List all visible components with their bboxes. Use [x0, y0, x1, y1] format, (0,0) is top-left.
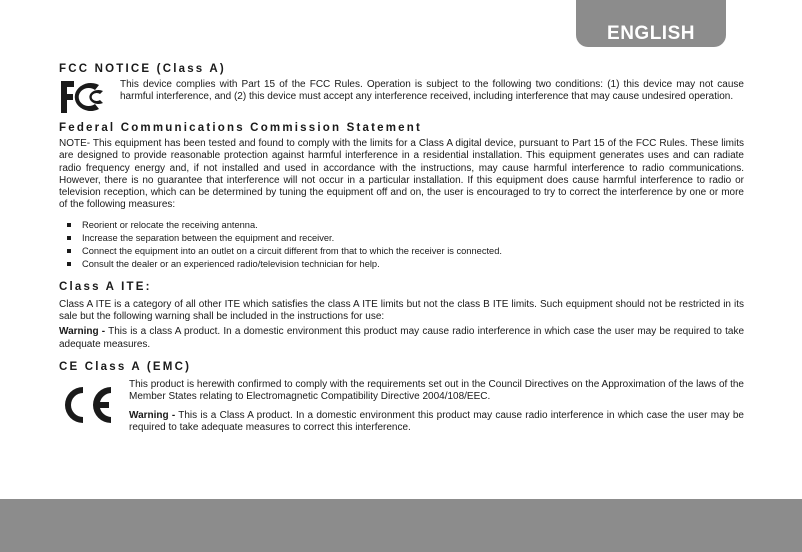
class-a-ite-section — [59, 280, 744, 351]
warning-text: This is a class A product. In a domestic environment this product may cause radio interference in which case the user may be required to take adequate measures. — [59, 326, 745, 350]
fcc-statement-section — [59, 121, 744, 271]
ce-mark-icon — [59, 383, 115, 427]
list-item: Reorient or relocate the receiving antenna. — [67, 219, 744, 232]
warning-label: Warning - — [129, 409, 176, 421]
language-tab — [576, 0, 726, 47]
fcc-notice-block — [59, 79, 744, 115]
fcc-statement-title: Federal Communications Commission Statement — [59, 122, 422, 134]
fcc-notice-title: FCC NOTICE (Class A) — [59, 63, 226, 75]
footer-bar — [0, 499, 802, 552]
language-tab-label: ENGLISH — [607, 23, 695, 44]
class-a-ite-title: Class A ITE: — [59, 280, 152, 293]
fcc-logo-icon — [59, 79, 109, 115]
list-item: Increase the separation between the equipment and receiver. — [67, 232, 744, 245]
ce-title: CE Class A (EMC) — [59, 360, 192, 373]
regulatory-notices — [59, 62, 744, 434]
fcc-statement-text: NOTE- This equipment has been tested and found to comply with the limits for a Class A digital device, pursuant to Part 15 of the FCC Rules. These limits are designed to provide reasonable protection against harmful interference in a residential installation. This equipment generates uses and can radiate radio frequency energy and, if not installed and used in accordance with the instructions, may cause harmful interference to radio communications. However, there is no guarantee that interference will not occur in a particular installation. If this equipment does cause harmful interference to radio or television reception, which can be determined by tuning the equipment off and on, the user is encouraged to try to correct the interference by one or more of the following measures: — [59, 138, 744, 211]
list-item: Connect the equipment into an outlet on a circuit different from that to which the receiver is connected. — [67, 245, 744, 258]
fcc-notice-text: This device complies with Part 15 of the FCC Rules. Operation is subject to the following two conditions: (1) this device may not cause harmful interference, and (2) this device must accept any interference received, including interference that may cause undesired operation. — [120, 79, 744, 103]
class-a-ite-text: Class A ITE is a category of all other ITE which satisfies the class A ITE limits but not the class B ITE limits. Such equipment should not be restricted in its sale but the following warning shall be included in the instructions for use: — [59, 298, 744, 323]
measures-list — [59, 219, 744, 271]
list-item: Consult the dealer or an experienced radio/television technician for help. — [67, 258, 744, 271]
warning-label: Warning - — [59, 326, 106, 338]
warning-text: This is a Class A product. In a domestic environment this product may cause radio interference in which case the user may be required to take adequate measures to correct this interference. — [129, 409, 744, 433]
ce-text: This product is herewith confirmed to comply with the requirements set out in the Council Directives on the Approximation of the laws of the Member States relating to Electromagnetic Compatibility Directive 2004/108/EEC. — [129, 378, 744, 403]
ce-warning — [129, 410, 744, 435]
class-a-ite-warning — [59, 326, 744, 351]
ce-section — [59, 360, 744, 434]
